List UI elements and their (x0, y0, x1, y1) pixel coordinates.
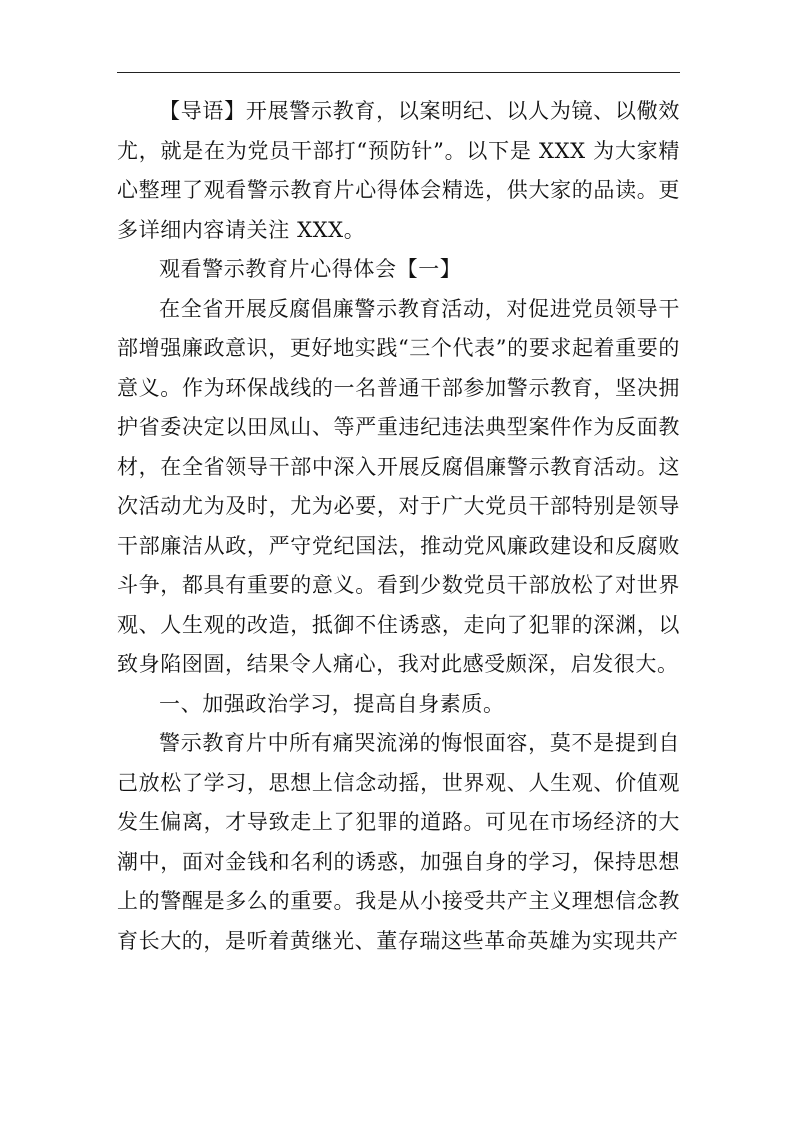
section-heading: 观看警示教育片心得体会【一】 (159, 257, 462, 281)
intro-paragraph: 【导语】开展警示教育，以案明纪、以人为镜、以儆效尤，就是在为党员干部打“预防针”。以下是 XXX 为大家精心整理了观看警示教育片心得体会精选，供大家的品读。更多详细内容请关注 XXX。 (117, 99, 680, 242)
body-paragraph: 在全省开展反腐倡廉警示教育活动，对促进党员领导干部增强廉政意识，更好地实践“三个代表”的要求起着重要的意义。作为环保战线的一名普通干部参加警示教育，坚决拥护省委决定以田凤山、等严重违纪违法典型案件作为反面教材，在全省领导干部中深入开展反腐倡廉警示教育活动。这次活动尤为及时，尤为必要，对于广大党员干部特别是领导干部廉洁从政，严守党纪国法，推动党风廉政建设和反腐败斗争，都具有重要的意义。看到少数党员干部放松了对世界观、人生观的改造，抵御不住诱惑，走向了犯罪的深渊，以致身陷囹圄，结果令人痛心，我对此感受颇深，启发很大。 (117, 296, 680, 676)
document-body (117, 92, 680, 961)
header-rule (117, 72, 680, 73)
subsection-heading: 一、加强政治学习，提高自身素质。 (159, 691, 505, 716)
body-paragraph: 警示教育片中所有痛哭流涕的悔恨面容，莫不是提到自己放松了学习，思想上信念动摇，世界观、人生观、价值观发生偏离，才导致走上了犯罪的道路。可见在市场经济的大潮中，面对金钱和名利的诱惑，加强自身的学习，保持思想上的警醒是多么的重要。我是从小接受共产主义理想信念教育长大的，是听着黄继光、董存瑞这些革命英雄为实现共产 (117, 731, 680, 953)
